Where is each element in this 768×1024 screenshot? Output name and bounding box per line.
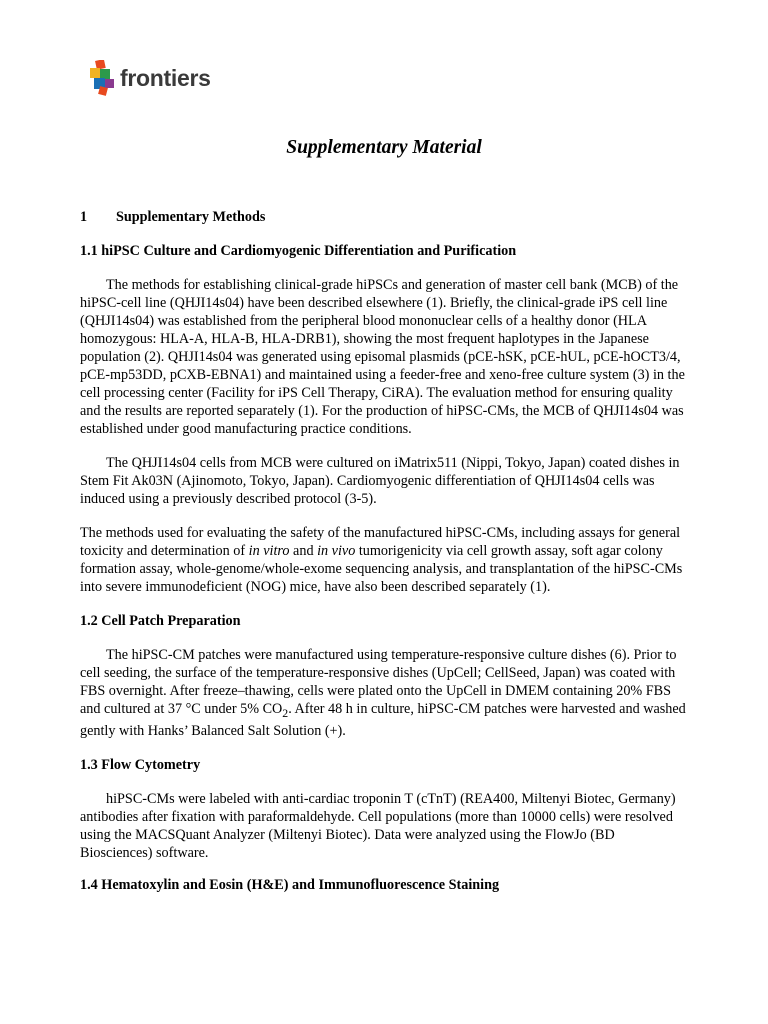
italic-in-vitro: in vitro <box>248 543 290 559</box>
subsection-heading-1-2: 1.2 Cell Patch Preparation <box>80 613 241 629</box>
document-body <box>80 208 690 910</box>
paragraph-1-1-a: The methods for establishing clinical-grade hiPSCs and generation of master cell bank (MCB) of the hiPSC-cell line (QHJI14s04) have been described elsewhere (1). Briefly, the clinical-grade iPS cell line (QHJI14s04) was established from the peripheral blood mononuclear cells of a healthy donor (HLA homozygous: HLA-A, HLA-B, HLA-DRB1), showing the most frequent haplotypes in the Japanese population (2). QHJI14s04 was generated using episomal plasmids (pCE-hSK, pCE-hUL, pCE-hOCT3/4, pCE-mp53DD, pCXB-EBNA1) and maintained using a feeder-free and xeno-free culture system (3) in the cell processing center (Facility for iPS Cell Therapy, CiRA). The evaluation method for ensuring quality and the results are reported separately (1). For the production of hiPSC-CMs, the MCB of QHJI14s04 was established under good manufacturing practice conditions. <box>80 277 685 437</box>
paragraph-1-1-b: The QHJI14s04 cells from MCB were cultured on iMatrix511 (Nippi, Tokyo, Japan) coated dishes in Stem Fit Ak03N (Ajinomoto, Tokyo, Japan). Cardiomyogenic differentiation of QHJI14s04 cells was induced using a previously described protocol (3-5). <box>80 455 680 507</box>
subsection-heading-1-4: 1.4 Hematoxylin and Eosin (H&E) and Immunofluorescence Staining <box>80 876 500 893</box>
frontiers-logo <box>90 60 211 96</box>
paragraph-1-3: hiPSC-CMs were labeled with anti-cardiac troponin T (cTnT) (REA400, Miltenyi Biotec, Germany) antibodies after fixation with paraformaldehyde. Cell populations (more than 10000 cells) were resolved using the MACSQuant Analyzer (Miltenyi Biotec). Data were analyzed using the FlowJo (BD Biosciences) software. <box>80 790 676 861</box>
logo-wordmark: frontiers <box>120 64 211 91</box>
italic-in-vivo: in vivo <box>317 543 356 559</box>
section-heading <box>80 208 690 226</box>
section-title: Supplementary Methods <box>116 209 266 225</box>
subscript-2: 2 <box>282 705 289 720</box>
document-title: Supplementary Material <box>286 137 482 158</box>
paragraph-1-1-c: The methods used for evaluating the safety of the manufactured hiPSC-CMs, including assays for general toxicity and determination of in vitro and in vivo tumorigenicity via cell growth assay, soft agar colony formation assay, whole-genome/whole-exome sequencing analysis, and transplantation of the hiPSC-CMs into severe immunodeficient (NOG) mice, have also been described separately (1). <box>80 525 683 595</box>
subsection-heading-1-1: 1.1 hiPSC Culture and Cardiomyogenic Differentiation and Purification <box>80 243 517 259</box>
section-number: 1 <box>80 209 88 225</box>
subsection-heading-1-3: 1.3 Flow Cytometry <box>80 756 201 773</box>
paragraph-1-2: The hiPSC-CM patches were manufactured using temperature-responsive culture dishes (6). Prior to cell seeding, the surface of the temperature-responsive dishes (UpCell; CellSeed, Japan) was coated with FBS overnight. After freeze–thawing, cells were plated onto the UpCell in DMEM containing 20% FBS and cultured at 37 °C under 5% $CO_2$. After 48 h in culture, hiPSC-CM patches were harvested and washed gently with Hanks’ Balanced Salt Solution (+). <box>80 647 686 739</box>
frontiers-logo-icon <box>90 60 118 96</box>
